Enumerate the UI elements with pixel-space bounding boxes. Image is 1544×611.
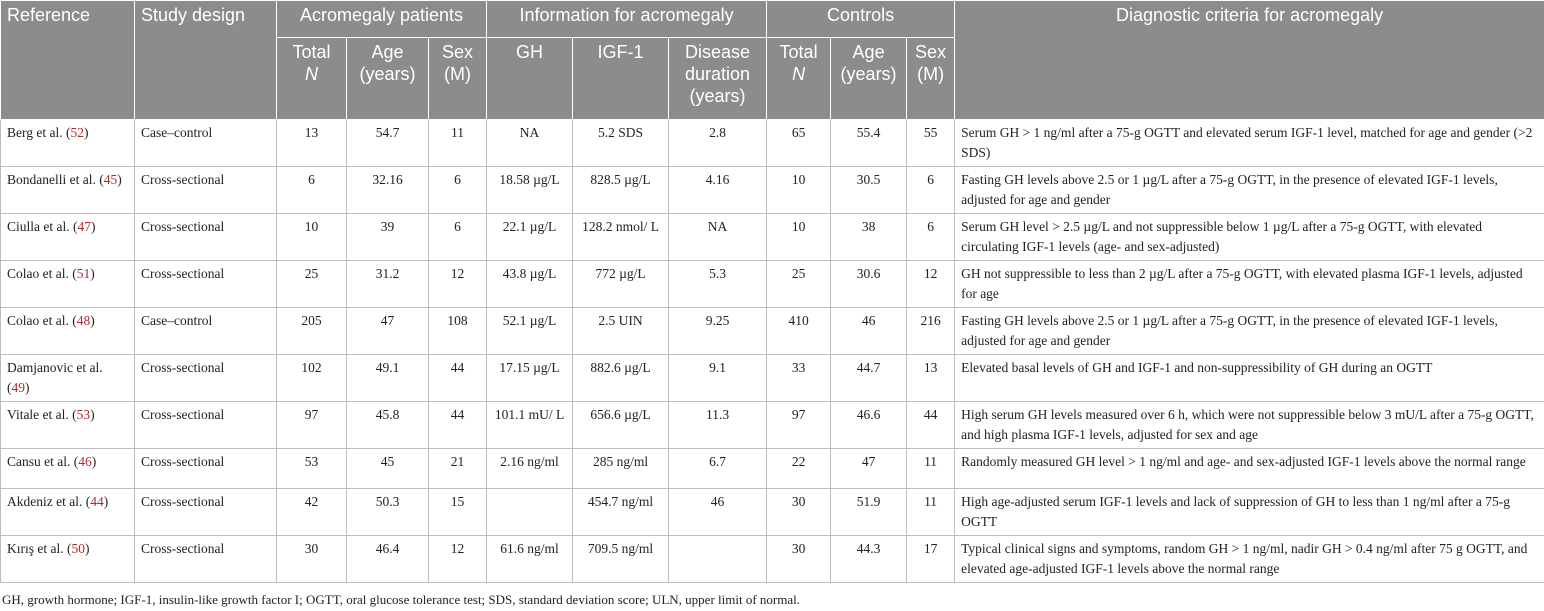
cell-patients-sex: 12 (429, 536, 487, 583)
cell-patients-age: 54.7 (347, 120, 429, 167)
cell-patients-total: 30 (277, 536, 347, 583)
header-acromegaly-patients: Acromegaly patients (277, 1, 487, 38)
reference-link[interactable]: 51 (76, 266, 91, 281)
cell-controls-sex: 11 (907, 449, 955, 489)
cell-duration (669, 536, 767, 583)
reference-name: Colao et al. ( (7, 266, 77, 281)
header-patients-sex (429, 38, 487, 120)
cell-controls-age: 38 (831, 214, 907, 261)
cell-diagnostic-criteria: Serum GH > 1 ng/ml after a 75-g OGTT and elevated serum IGF-1 level, matched for age and gender (>2 SDS) (955, 120, 1544, 167)
table-row (1, 402, 1544, 449)
cell-duration: 5.3 (669, 261, 767, 308)
cell-duration: 4.16 (669, 167, 767, 214)
reference-link[interactable]: 53 (76, 407, 91, 422)
cell-controls-total: 25 (767, 261, 831, 308)
cell-igf1: 128.2 nmol/ L (573, 214, 669, 261)
cell-patients-age: 49.1 (347, 355, 429, 402)
cell-igf1: 828.5 µg/L (573, 167, 669, 214)
cell-patients-sex: 108 (429, 308, 487, 355)
cell-controls-sex: 11 (907, 489, 955, 536)
cell-study-design: Cross-sectional (135, 402, 277, 449)
cell-patients-total: 13 (277, 120, 347, 167)
cell-patients-total: 25 (277, 261, 347, 308)
age-line2: (years) (840, 64, 897, 84)
duration-line1: Disease (685, 42, 751, 62)
cell-reference (1, 167, 135, 214)
reference-link[interactable]: 49 (11, 380, 25, 395)
cell-controls-age: 46.6 (831, 402, 907, 449)
header-information-for-acromegaly: Information for acromegaly (487, 1, 767, 38)
cell-patients-total: 205 (277, 308, 347, 355)
cell-patients-total: 6 (277, 167, 347, 214)
reference-link[interactable]: 47 (77, 219, 91, 234)
total-word: Total (292, 42, 331, 62)
cell-controls-total: 30 (767, 536, 831, 583)
header-study-design: Study design (135, 1, 277, 120)
reference-close: ) (25, 380, 30, 395)
cell-diagnostic-criteria: Fasting GH levels above 2.5 or 1 µg/L after a 75-g OGTT, in the presence of elevated IGF-1 levels, adjusted for age and gender (955, 167, 1544, 214)
cell-patients-age: 45.8 (347, 402, 429, 449)
cell-study-design: Cross-sectional (135, 489, 277, 536)
cell-reference (1, 489, 135, 536)
cell-reference (1, 449, 135, 489)
cell-diagnostic-criteria: Fasting GH levels above 2.5 or 1 µg/L after a 75-g OGTT, in the presence of elevated IGF-1 levels, adjusted for age and gender (955, 308, 1544, 355)
cell-duration: 9.25 (669, 308, 767, 355)
header-patients-total-n (277, 38, 347, 120)
cell-study-design: Cross-sectional (135, 536, 277, 583)
cell-patients-total: 53 (277, 449, 347, 489)
reference-close: ) (84, 541, 90, 556)
sex-line1: Sex (915, 42, 947, 62)
cell-duration: 6.7 (669, 449, 767, 489)
cell-reference (1, 308, 135, 355)
table-row (1, 261, 1544, 308)
cell-patients-sex: 12 (429, 261, 487, 308)
cell-diagnostic-criteria: GH not suppressible to less than 2 µg/L after a 75-g OGTT, with elevated plasma IGF-1 levels, adjusted for age (955, 261, 1544, 308)
cell-patients-sex: 11 (429, 120, 487, 167)
duration-line2: duration (685, 64, 751, 84)
header-disease-duration (669, 38, 767, 120)
reference-close: ) (91, 454, 97, 469)
reference-name: Kırış et al. ( (7, 541, 72, 556)
cell-igf1: 709.5 ng/ml (573, 536, 669, 583)
cell-controls-age: 55.4 (831, 120, 907, 167)
cell-controls-total: 97 (767, 402, 831, 449)
cell-gh: 61.6 ng/ml (487, 536, 573, 583)
reference-link[interactable]: 44 (90, 494, 104, 509)
cell-patients-total: 10 (277, 214, 347, 261)
header-controls-total-n (767, 38, 831, 120)
cell-study-design: Cross-sectional (135, 261, 277, 308)
cell-controls-total: 410 (767, 308, 831, 355)
table-row (1, 489, 1544, 536)
cell-gh: 22.1 µg/L (487, 214, 573, 261)
cell-controls-total: 10 (767, 214, 831, 261)
cell-controls-sex: 44 (907, 402, 955, 449)
table-row (1, 449, 1544, 489)
table-row (1, 214, 1544, 261)
table-row (1, 308, 1544, 355)
cell-controls-sex: 216 (907, 308, 955, 355)
header-row-top (1, 1, 1544, 38)
reference-name: Colao et al. ( (7, 313, 77, 328)
cell-study-design: Cross-sectional (135, 355, 277, 402)
cell-patients-sex: 15 (429, 489, 487, 536)
cell-diagnostic-criteria: Randomly measured GH level > 1 ng/ml and age- and sex-adjusted IGF-1 levels above the normal range (955, 449, 1544, 489)
cell-controls-sex: 13 (907, 355, 955, 402)
cell-controls-total: 10 (767, 167, 831, 214)
table-row (1, 536, 1544, 583)
header-diagnostic-criteria: Diagnostic criteria for acromegaly (955, 1, 1544, 120)
cell-patients-sex: 21 (429, 449, 487, 489)
cell-duration: 46 (669, 489, 767, 536)
cell-controls-sex: 17 (907, 536, 955, 583)
cell-controls-sex: 12 (907, 261, 955, 308)
table-body (1, 120, 1544, 583)
cell-igf1: 772 µg/L (573, 261, 669, 308)
cell-controls-age: 44.3 (831, 536, 907, 583)
reference-close: ) (90, 407, 95, 422)
cell-study-design: Cross-sectional (135, 214, 277, 261)
header-reference: Reference (1, 1, 135, 120)
cell-reference (1, 261, 135, 308)
cell-patients-total: 102 (277, 355, 347, 402)
cell-controls-total: 65 (767, 120, 831, 167)
header-gh: GH (487, 38, 573, 120)
table-row (1, 167, 1544, 214)
cell-controls-total: 33 (767, 355, 831, 402)
cell-controls-age: 44.7 (831, 355, 907, 402)
age-line1: Age (371, 42, 404, 62)
reference-close: ) (90, 219, 96, 234)
header-patients-age (347, 38, 429, 120)
cell-igf1: 285 ng/ml (573, 449, 669, 489)
cell-patients-sex: 6 (429, 214, 487, 261)
sex-line1: Sex (442, 42, 474, 62)
table-row (1, 355, 1544, 402)
reference-name: Ciulla et al. ( (7, 219, 78, 234)
cell-patients-sex: 6 (429, 167, 487, 214)
cell-controls-total: 30 (767, 489, 831, 536)
header-controls: Controls (767, 1, 955, 38)
reference-link[interactable]: 48 (76, 313, 91, 328)
reference-link[interactable]: 52 (70, 125, 84, 140)
cell-igf1: 882.6 µg/L (573, 355, 669, 402)
cell-duration: 9.1 (669, 355, 767, 402)
reference-name: Damjanovic et al. ( (7, 360, 103, 395)
cell-gh: 2.16 ng/ml (487, 449, 573, 489)
reference-link[interactable]: 50 (71, 541, 85, 556)
reference-close: ) (90, 313, 95, 328)
cell-patients-age: 46.4 (347, 536, 429, 583)
reference-name: Cansu et al. ( (7, 454, 79, 469)
cell-gh (487, 489, 573, 536)
reference-close: ) (103, 494, 109, 509)
cell-patients-total: 42 (277, 489, 347, 536)
cell-duration: NA (669, 214, 767, 261)
header-controls-sex (907, 38, 955, 120)
cell-reference (1, 120, 135, 167)
cell-patients-age: 47 (347, 308, 429, 355)
n-word: N (305, 64, 318, 84)
n-word: N (792, 64, 806, 84)
cell-patients-sex: 44 (429, 355, 487, 402)
reference-name: Bondanelli et al. ( (7, 172, 104, 187)
cell-patients-age: 45 (347, 449, 429, 489)
cell-igf1: 656.6 µg/L (573, 402, 669, 449)
header-controls-age (831, 38, 907, 120)
reference-name: Vitale et al. ( (7, 407, 77, 422)
age-line1: Age (852, 42, 885, 62)
duration-line3: (years) (689, 86, 746, 106)
cell-diagnostic-criteria: Typical clinical signs and symptoms, random GH > 1 ng/ml, nadir GH > 0.4 ng/ml after 75 g OGTT, and elevated age-adjusted IGF-1 levels above the normal range (955, 536, 1544, 583)
reference-close: ) (83, 125, 89, 140)
cell-patients-total: 97 (277, 402, 347, 449)
cell-gh: 18.58 µg/L (487, 167, 573, 214)
cell-reference (1, 355, 135, 402)
cell-gh: NA (487, 120, 573, 167)
cell-gh: 52.1 µg/L (487, 308, 573, 355)
cell-reference (1, 536, 135, 583)
table-footnote: GH, growth hormone; IGF-1, insulin-like growth factor I; OGTT, oral glucose tolerance test; SDS, standard deviation score; ULN, upper limit of normal. (2, 592, 800, 607)
cell-controls-age: 51.9 (831, 489, 907, 536)
cell-patients-age: 31.2 (347, 261, 429, 308)
cell-reference (1, 214, 135, 261)
reference-link[interactable]: 45 (103, 172, 118, 187)
reference-close: ) (90, 266, 95, 281)
cell-diagnostic-criteria: Serum GH level > 2.5 µg/L and not suppressible below 1 µg/L after a 75-g OGTT, with elevated circulating IGF-1 levels (age- and sex-adjusted) (955, 214, 1544, 261)
cell-study-design: Case–control (135, 308, 277, 355)
cell-controls-age: 30.5 (831, 167, 907, 214)
cell-patients-age: 50.3 (347, 489, 429, 536)
cell-controls-sex: 6 (907, 214, 955, 261)
reference-name: Akdeniz et al. ( (7, 494, 91, 509)
cell-igf1: 2.5 UIN (573, 308, 669, 355)
cell-igf1: 454.7 ng/ml (573, 489, 669, 536)
cell-igf1: 5.2 SDS (573, 120, 669, 167)
cell-controls-total: 22 (767, 449, 831, 489)
age-line2: (years) (359, 64, 416, 84)
reference-name: Berg et al. ( (7, 125, 71, 140)
cell-controls-age: 47 (831, 449, 907, 489)
reference-link[interactable]: 46 (78, 454, 92, 469)
cell-patients-age: 32.16 (347, 167, 429, 214)
cell-diagnostic-criteria: High age-adjusted serum IGF-1 levels and lack of suppression of GH to less than 1 ng/ml after a 75-g OGTT (955, 489, 1544, 536)
cell-diagnostic-criteria: High serum GH levels measured over 6 h, which were not suppressible below 3 mU/L after a 75-g OGTT, and high plasma IGF-1 levels, adjusted for sex and age (955, 402, 1544, 449)
header-igf1: IGF-1 (573, 38, 669, 120)
cell-patients-age: 39 (347, 214, 429, 261)
cell-duration: 11.3 (669, 402, 767, 449)
cell-gh: 43.8 µg/L (487, 261, 573, 308)
cell-patients-sex: 44 (429, 402, 487, 449)
cell-study-design: Case–control (135, 120, 277, 167)
total-word: Total (779, 42, 818, 62)
cell-controls-sex: 55 (907, 120, 955, 167)
cell-gh: 17.15 µg/L (487, 355, 573, 402)
cell-controls-age: 30.6 (831, 261, 907, 308)
cell-reference (1, 402, 135, 449)
cell-study-design: Cross-sectional (135, 449, 277, 489)
cell-study-design: Cross-sectional (135, 167, 277, 214)
reference-close: ) (117, 172, 122, 187)
table-row (1, 120, 1544, 167)
sex-line2: (M) (917, 64, 945, 84)
cell-diagnostic-criteria: Elevated basal levels of GH and IGF-1 and non-suppressibility of GH during an OGTT (955, 355, 1544, 402)
sex-line2: (M) (444, 64, 471, 84)
cell-controls-sex: 6 (907, 167, 955, 214)
cell-gh: 101.1 mU/ L (487, 402, 573, 449)
cell-duration: 2.8 (669, 120, 767, 167)
cell-controls-age: 46 (831, 308, 907, 355)
